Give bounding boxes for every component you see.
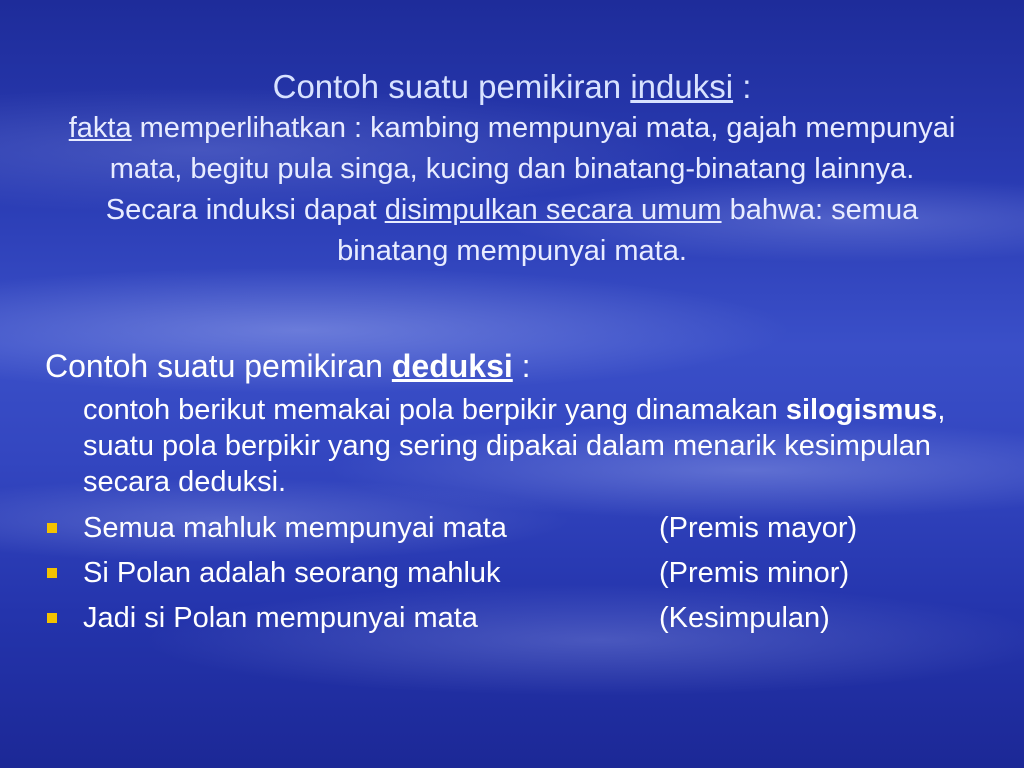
list-item xyxy=(45,551,985,596)
deduksi-heading-suffix: : xyxy=(512,348,531,384)
square-bullet-icon xyxy=(47,568,57,578)
deduksi-section xyxy=(45,342,985,641)
syllogism-list xyxy=(45,506,985,641)
induksi-underlined-phrase: disimpulkan secara umum xyxy=(384,194,722,226)
premise-note: (Premis minor) xyxy=(659,557,850,589)
deduksi-heading-prefix: Contoh suatu pemikiran xyxy=(45,348,392,384)
premise-text: Semua mahluk mempunyai mata xyxy=(83,512,507,544)
induksi-keyword: induksi xyxy=(630,68,734,105)
induksi-section xyxy=(60,66,964,272)
induksi-text-1: memperlihatkan : kambing mempunyai mata, gajah mempunyai mata, begitu pula singa, kucing dan binatang-binatang lainnya. Secara induksi dapat xyxy=(105,112,956,226)
induksi-heading-suffix: : xyxy=(733,68,752,105)
deduksi-paragraph xyxy=(45,392,985,500)
conclusion-note: (Kesimpulan) xyxy=(659,602,830,634)
deduksi-heading xyxy=(45,342,985,390)
induksi-heading xyxy=(60,66,964,108)
square-bullet-icon xyxy=(47,523,57,533)
fakta-word: fakta xyxy=(68,112,132,144)
induksi-text-2: bahwa: semua binatang mempunyai mata. xyxy=(337,194,919,267)
induksi-heading-prefix: Contoh suatu pemikiran xyxy=(272,68,631,105)
silogismus-word: silogismus xyxy=(785,394,938,426)
list-item xyxy=(45,596,985,641)
deduksi-keyword: deduksi xyxy=(391,348,513,384)
induksi-paragraph xyxy=(60,108,964,272)
list-item xyxy=(45,506,985,551)
square-bullet-icon xyxy=(47,613,57,623)
conclusion-text: Jadi si Polan mempunyai mata xyxy=(83,602,478,634)
deduksi-par-text-1: contoh berikut memakai pola berpikir yang dinamakan xyxy=(83,394,786,426)
premise-text: Si Polan adalah seorang mahluk xyxy=(83,557,501,589)
premise-note: (Premis mayor) xyxy=(659,512,858,544)
deduksi-par-text-2: , suatu pola berpikir yang sering dipakai dalam menarik kesimpulan secara deduksi. xyxy=(83,394,946,498)
